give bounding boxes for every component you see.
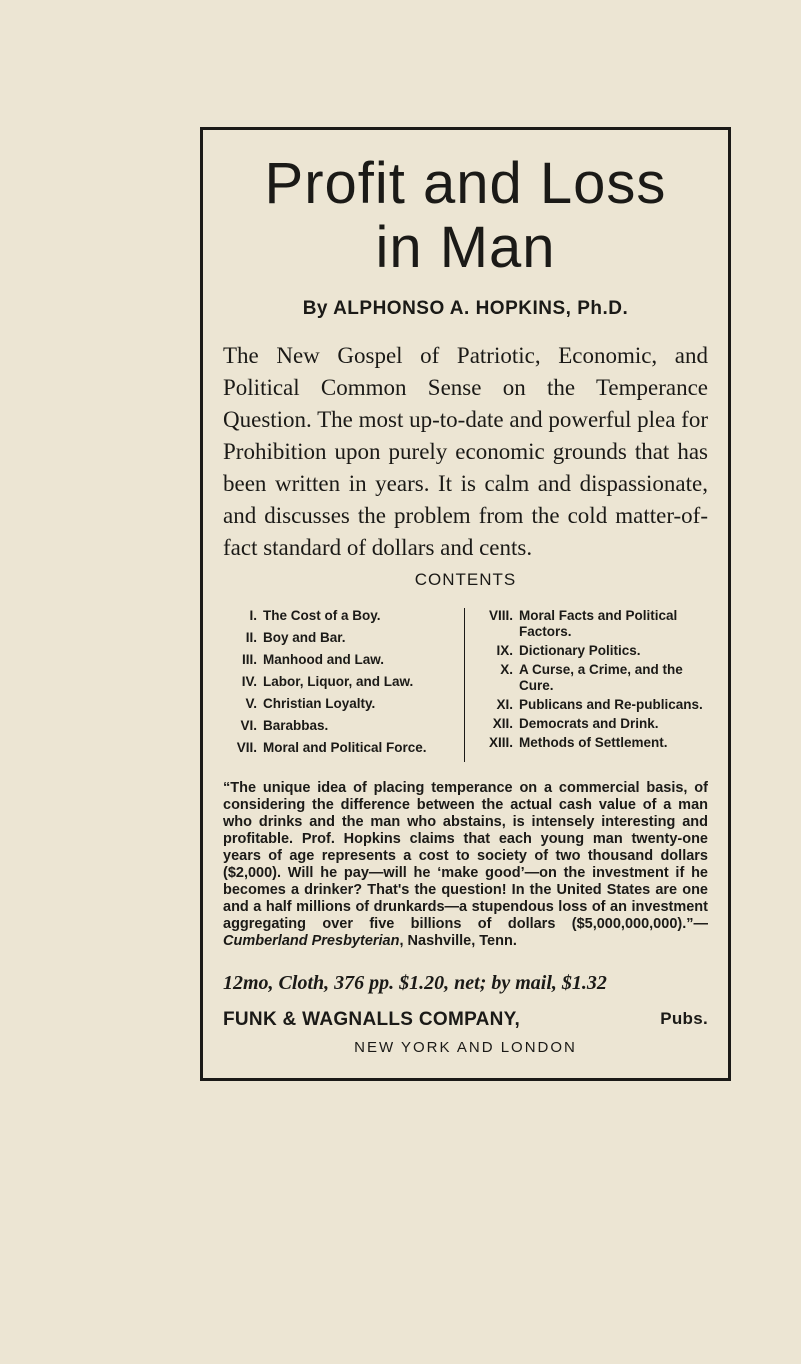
publisher-line	[223, 1009, 708, 1031]
contents-entry	[475, 735, 708, 751]
chapter-title: The Cost of a Boy.	[263, 608, 381, 623]
chapter-number: I.	[249, 608, 257, 623]
chapter-number: II.	[245, 630, 257, 645]
contents-entry	[475, 716, 708, 732]
contents-entry	[475, 608, 708, 640]
chapter-title: Moral Facts and Political Factors.	[519, 608, 678, 639]
contents-entry	[475, 697, 708, 713]
contents-entry	[223, 630, 456, 646]
contents-entry	[223, 718, 456, 734]
chapter-number: XIII.	[488, 735, 513, 750]
chapter-title: Moral and Political Force.	[263, 740, 427, 755]
chapter-title: Barabbas.	[263, 718, 329, 733]
chapter-number: IX.	[496, 643, 513, 658]
review-text: “The unique idea of placing temperance on a commercial basis, of considering the difference between the actual cash value of a man who drinks and the man who abstains, is intensely interesting and profitable. Prof. Hopkins claims that each young man twenty-one years of age represents a cost to society of two thousand dollars ($2,000). Will he pay—will he ‘make good’—on the investment if he becomes a drinker? That's the question! In the United States are one and a half millions of drunkards—a stupendous loss of an investment aggregating over five billions of dollars ($5,000,000,000).”—	[223, 780, 708, 932]
book-description: The New Gospel of Patriotic, Economic, and Political Common Sense on the Temperance Question. The most up-to-date and powerful plea for Prohibition upon purely economic grounds that has been written in years. It is calm and dispassionate, and discusses the problem from the cold matter-of-fact standard of dollars and cents.	[223, 343, 708, 560]
title-line-1: Profit and Loss	[264, 151, 667, 216]
publisher-suffix: Pubs.	[660, 1009, 708, 1028]
contents-entry	[475, 643, 708, 659]
chapter-number: VII.	[236, 740, 257, 755]
chapter-title: Publicans and Re-publicans.	[519, 697, 703, 712]
chapter-title: Methods of Settlement.	[519, 735, 668, 750]
contents-entry	[223, 740, 456, 756]
contents-entry	[223, 696, 456, 712]
contents-entry	[223, 608, 456, 624]
chapter-number: X.	[500, 662, 513, 677]
chapter-title: Dictionary Politics.	[519, 643, 641, 658]
chapter-number: VI.	[240, 718, 257, 733]
book-title	[223, 152, 708, 280]
contents-entry	[223, 652, 456, 668]
chapter-number: V.	[245, 696, 257, 711]
chapter-title: A Curse, a Crime, and the Cure.	[519, 662, 683, 693]
chapter-number: XII.	[492, 716, 513, 731]
contents-heading: CONTENTS	[414, 570, 517, 589]
chapter-title: Labor, Liquor, and Law.	[263, 674, 414, 689]
contents-column-right	[464, 608, 708, 762]
chapter-title: Manhood and Law.	[263, 652, 384, 667]
publisher-name: FUNK & WAGNALLS COMPANY,	[223, 1009, 521, 1030]
review-quote	[223, 780, 708, 950]
advertisement-frame	[200, 127, 731, 1081]
price-line: 12mo, Cloth, 376 pp. $1.20, net; by mail, $1.32	[223, 972, 607, 994]
publisher-cities: NEW YORK AND LONDON	[354, 1039, 577, 1056]
review-source: Cumberland Presbyterian	[223, 933, 400, 949]
chapter-title: Boy and Bar.	[263, 630, 346, 645]
author-byline: By ALPHONSO A. HOPKINS, Ph.D.	[302, 298, 629, 319]
title-line-2: in Man	[375, 215, 556, 280]
chapter-number: XI.	[496, 697, 513, 712]
chapter-number: III.	[241, 652, 257, 667]
chapter-number: IV.	[241, 674, 257, 689]
chapter-number: VIII.	[488, 608, 513, 623]
contents-entry	[475, 662, 708, 694]
contents-entry	[223, 674, 456, 690]
review-place: , Nashville, Tenn.	[399, 933, 517, 949]
contents-column-left	[223, 608, 464, 762]
chapter-title: Democrats and Drink.	[519, 716, 659, 731]
contents-list	[223, 608, 708, 762]
chapter-title: Christian Loyalty.	[263, 696, 376, 711]
